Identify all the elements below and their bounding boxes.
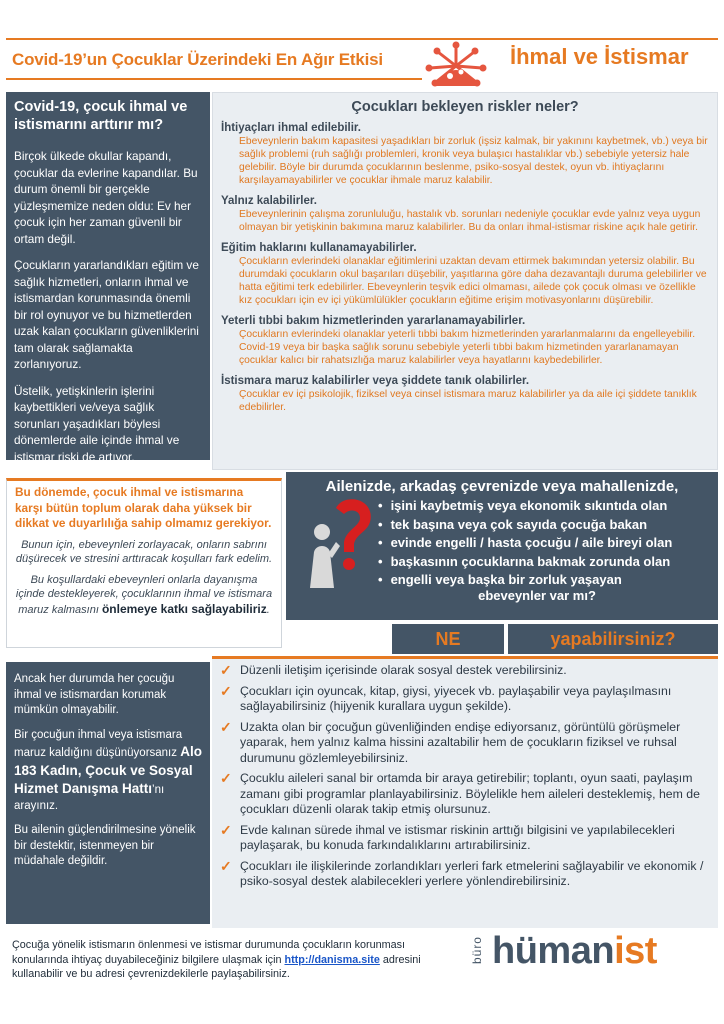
- hotline-text: Bir çocuğun ihmal veya istismara maruz kaldığını düşünüyorsanız: [14, 728, 183, 759]
- list-item: [220, 823, 710, 854]
- risk-body: Çocukların evlerindeki olanaklar yeterli tıbbi bakım hizmetlerinden yararlanmalarını da engelleyebilir. Covid-19 veya bir başka sağlık sorunu sebebiyle yeterli tıbbi bakım hizmetinden yararlanamayan çocuklar kalıcı bir rahatsızlığa maruz kalabilirler veya hayatlarını kaybedebilirler.: [239, 329, 696, 366]
- checklist-text: Çocukları ile ilişkilerinde zorlandıkları yerleri fark etmelerini sağlayabilir ve ekonomik / psiko-sosyal destek alabilecekleri yerlere yönlendirebilirsiniz.: [240, 858, 704, 888]
- header-divider-top: [6, 38, 718, 40]
- intro-paragraph: Üstelik, yetişkinlerin işlerini kaybettikleri ve/veya sağlık sorunları yaşadıkları böylesi dönemlerde aile içinde ihmal ve istismar riski de artıyor.: [14, 383, 180, 464]
- poster-title: Covid-19’un Çocuklar Üzerindeki En Ağır Etkisi: [12, 50, 383, 69]
- checklist-text: Evde kalınan sürede ihmal ve istismar riskinin arttığı bilgisini ve yapılabilecekleri paylaşarak, bu konuda farkındalıklarını artırabilirsiniz.: [240, 822, 675, 852]
- list-item: • engelli veya başka bir zorluk yaşayan: [378, 571, 708, 590]
- risk-body: Ebeveynlerinin çalışma zorunluluğu, hastalık vb. sorunları nedeniyle çocuklar evde yalnız veya uygun olmayan bir yetişkinin bakımına maruz kalabilirler. Bu da onları ihmal-istismar riskine açık hale getirir.: [239, 209, 701, 233]
- list-item: • evinde engelli / hasta çocuğu / aile bireyi olan: [378, 534, 708, 553]
- thinking-person-question-mark-icon: [300, 492, 386, 592]
- checklist-text: Çocuklu aileleri sanal bir ortamda bir araya getirebilir; toplantı, oyun saati, paylaşım zamanı gibi programlar planlayabilirsiniz. Böylelikle hem aileleri desteklemiş, hem de çocukları düzenli olarak takip etmiş olursunuz.: [240, 771, 700, 816]
- risk-body: Ebeveynlerin bakım kapasitesi yaşadıkları bir zorluk (işsiz kalmak, bir yakınını kaybetmek, vb.) veya bir sağlık problemi (ruh sağlığı problemleri, kronik veya bulaşıcı hastalıklar vb.) sebebiyle yetersiz hale gelebilir. Böyle bir durumda çocuklarının beslenme, psiko-sosyal destek, oyun vb. ihtiyaçlarını karşılayamayabilirler ve çocuklar ihmale maruz kalabilir.: [239, 136, 708, 186]
- hotline-text-end: ’nı arayınız.: [14, 784, 165, 812]
- list-item: [220, 859, 710, 890]
- awareness-paragraph: Bu koşullardaki ebeveynleri onlarla dayanışma içinde destekleyerek, çocuklarının ihmal ve istismara maruz kalmasını önlemeye katkı sağlayabiliriz.: [15, 573, 273, 616]
- intro-paragraph: Çocukların yararlandıkları eğitim ve sağlık hizmetleri, onların ihmal ve istismardan korunmasında önemli bir rol oynuyor ve bu hizmetlerden uzak kalan çocukların güvenliklerini tam olarak sağlamakta zorlanıyoruz.: [14, 258, 199, 371]
- awareness-lead: Bu dönemde, çocuk ihmal ve istismarına karşı bütün toplum olarak daha yüksek bir dikkat ve duyarlılığa sahip olmamız gerekiyor.: [15, 485, 272, 530]
- checkmark-icon: ✓: [220, 718, 232, 735]
- hotline-number: Alo 183 Kadın, Çocuk ve Sosyal Hizmet Danışma Hattı: [14, 744, 202, 796]
- banner-what: NE: [392, 624, 504, 654]
- footer-text-end: adresini kullanabilir ve bu adresi çevrenizdekilerle paylaşabilirsiniz.: [12, 953, 421, 980]
- risk-body: Çocukların evlerindeki olanaklar eğitimlerini uzaktan devam ettirmek bakımından yetersiz olabilir. Bu durumdaki çocukların okul başarıları düşebilir, yaşıtlarına göre daha dezavantajlı duruma gelebilirler ve hatta eğitimi terk edebilirler. Ebeveynlerin teşvik edici olmaması, ailede çok çocuk olması ve özellikle kız çocukları için ev içi yükümlülükler çocukların eğitime erişim motivasyonlarını düşürebilir.: [239, 256, 707, 306]
- intro-paragraph: Birçok ülkede okullar kapandı, çocuklar da evlerine kapandılar. Bu durum önemli bir gerçekle yüzleşmemize neden oldu: Ev her çocuk için her zaman güvenli bir ortam değil.: [14, 149, 198, 246]
- risk-heading: Eğitim haklarını kullanamayabilirler.: [221, 242, 417, 254]
- risk-body: Çocuklar ev içi psikolojik, fiziksel veya cinsel istismara maruz kalabilirler ya da aile içi şiddete tanıklık edebilirler.: [239, 389, 697, 413]
- parents-question-title: Ailenizde, arkadaş çevrenizde veya mahallenizde,: [325, 478, 679, 495]
- list-item: • işini kaybetmiş veya ekonomik sıkıntıda olan: [378, 497, 708, 516]
- logo-wordmark-main: hüman: [492, 930, 615, 972]
- hotline-paragraph: Bu ailenin güçlendirilmesine yönelik bir destektir, istenmeyen bir müdahale değildir.: [14, 824, 196, 867]
- danisma-link[interactable]: http://danisma.site: [284, 953, 380, 966]
- risk-heading: Yalnız kalabilirler.: [221, 195, 317, 207]
- awareness-emphasis: önlemeye katkı sağlayabiliriz: [101, 601, 267, 616]
- checkmark-icon: ✓: [220, 770, 232, 786]
- footer-note: [12, 938, 452, 982]
- hotline-paragraph: [14, 728, 202, 815]
- risk-heading: Yeterli tıbbi bakım hizmetlerinden yararlanamayabilirler.: [221, 315, 526, 327]
- footer-text: Çocuğa yönelik istismarın önlenmesi ve istismar durumunda çocukların korunması konularında ihtiyaç duyabileceğiniz bilgilere ulaşmak için: [12, 939, 406, 966]
- risks-panel: [212, 92, 718, 470]
- poster-subtitle: İhmal ve İstismar: [510, 44, 689, 69]
- list-item: [220, 684, 710, 715]
- logo-buro-text: büro: [470, 936, 484, 965]
- list-item: [220, 663, 710, 679]
- virus-icon: [424, 40, 488, 90]
- hotline-panel: [6, 662, 210, 924]
- awareness-panel: [6, 478, 282, 648]
- awareness-text: Bu koşullardaki ebeveynleri onlarla dayanışma içinde destekleyerek, çocuklarının ihmal ve istismara maruz kalmasını: [15, 573, 273, 616]
- hotline-paragraph: Ancak her durumda her çocuğu ihmal ve istismardan korumak mümkün olmayabilir.: [14, 673, 175, 716]
- list-item: • tek başına veya çok sayıda çocuğa bakan: [378, 516, 708, 535]
- risk-heading: İstismara maruz kalabilirler veya şiddete tanık olabilirler.: [221, 375, 530, 387]
- logo-wordmark-accent: ist: [614, 930, 657, 972]
- awareness-paragraph: Bunun için, ebeveynleri zorlayacak, onların sabrını düşürecek ve stresini arttıracak koşulları fark edelim.: [15, 538, 273, 565]
- checkmark-icon: ✓: [220, 857, 232, 874]
- list-item: [220, 771, 710, 818]
- banner-can-you-do: yapabilirsiniz?: [508, 624, 718, 654]
- logo-wordmark: [492, 930, 657, 973]
- humanist-logo: [470, 930, 718, 990]
- intro-panel: [6, 92, 210, 464]
- risk-heading: İhtiyaçları ihmal edilebilir.: [221, 122, 361, 134]
- header-divider-bottom: [6, 78, 422, 80]
- actions-checklist: [212, 656, 718, 928]
- parents-question-closing: ebeveynler var mı?: [478, 587, 596, 603]
- list-item: [220, 720, 710, 767]
- checklist-text: Çocukları için oyuncak, kitap, giysi, yiyecek vb. paylaşabilir veya paylaşılmasını sağlayabilirsiniz (hijyenik kurallara uygun şekilde).: [240, 683, 672, 713]
- checkmark-icon: ✓: [220, 662, 232, 678]
- checklist-text: Uzakta olan bir çocuğun güvenliğinden endişe ediyorsanız, görüntülü görüşmeler yaparak, hem yalnız kalma hissini azaltabilir hem de çocukların fiziksel ve ruhsal durumunu gözlemleyebilirsiniz.: [240, 719, 681, 765]
- intro-title: Covid-19, çocuk ihmal ve istismarını arttırır mı?: [14, 99, 188, 133]
- checkmark-icon: ✓: [220, 682, 232, 699]
- checklist-text: Düzenli iletişim içerisinde olarak sosyal destek verebilirsiniz.: [240, 663, 567, 677]
- checkmark-icon: ✓: [220, 821, 232, 838]
- risks-title: Çocukları bekleyen riskler neler?: [351, 99, 579, 115]
- list-item: • başkasının çocuklarına bakmak zorunda olan: [378, 553, 708, 572]
